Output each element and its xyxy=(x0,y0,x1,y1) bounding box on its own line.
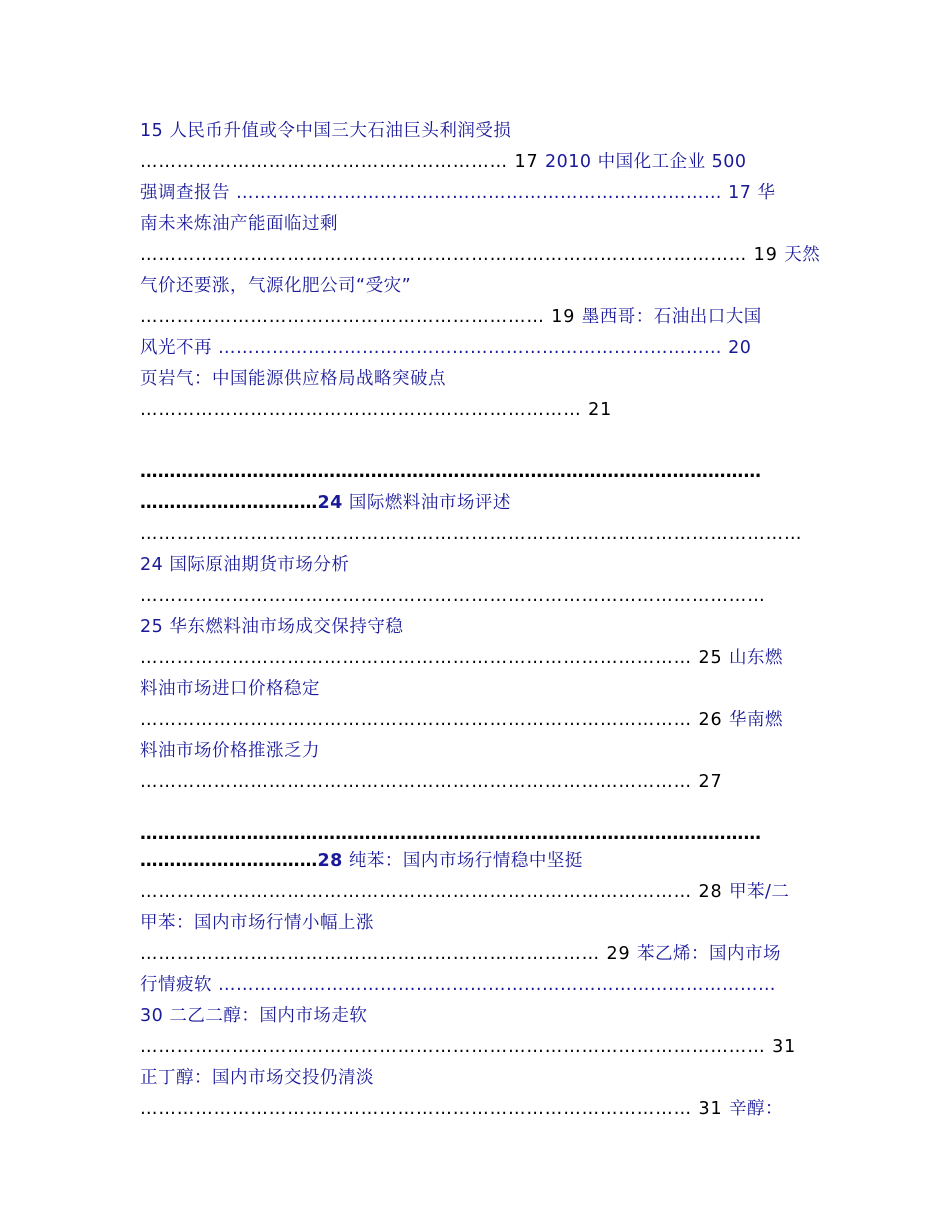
toc-line[interactable]: …………………………………………………………………………………………… xyxy=(140,462,762,482)
toc-line[interactable]: 正丁醇：国内市场交投仍清淡 xyxy=(140,1068,374,1088)
toc-line[interactable]: 30 二乙二醇：国内市场走软 xyxy=(140,1006,368,1026)
toc-line[interactable]: 南未来炼油产能面临过剩 xyxy=(140,214,338,234)
toc-line[interactable]: ……………………………………………………………………………… 27 xyxy=(140,772,723,792)
toc-line[interactable]: ……………………………………………………………… 21 xyxy=(140,400,613,420)
toc-line[interactable]: ……………………………………………………………………………… 28 甲苯/二 xyxy=(140,882,790,902)
toc-line[interactable]: …………………………………………………………………………………………… xyxy=(140,824,762,844)
toc-line[interactable]: …………………………………………………… 17 2010 中国化工企业 500 xyxy=(140,152,747,172)
toc-line[interactable]: ………………………………………………………… 19 墨西哥：石油出口大国 xyxy=(140,307,762,327)
toc-line[interactable]: …………………………28 纯苯：国内市场行情稳中坚挺 xyxy=(140,851,583,871)
toc-line[interactable]: ………………………………………………………………………………………… 31 xyxy=(140,1037,797,1057)
toc-line[interactable]: 风光不再 ………………………………………………………………………… 20 xyxy=(140,338,752,358)
toc-line[interactable]: 25 华东燃料油市场成交保持守稳 xyxy=(140,617,404,637)
toc-line[interactable]: 15 人民币升值或令中国三大石油巨头利润受损 xyxy=(140,121,512,141)
toc-line[interactable]: 24 国际原油期货市场分析 xyxy=(140,555,350,575)
toc-line[interactable]: 强调查报告 ……………………………………………………………………… 17 华 xyxy=(140,183,776,203)
toc-line[interactable]: ……………………………………………………………………………… 26 华南燃 xyxy=(140,710,783,730)
toc-line[interactable]: 料油市场价格推涨乏力 xyxy=(140,741,320,761)
toc-line[interactable]: ………………………………………………………………………………………… xyxy=(140,586,766,606)
toc-line[interactable]: 气价还要涨，气源化肥公司“受灾” xyxy=(140,276,412,296)
toc-line[interactable]: 甲苯：国内市场行情小幅上涨 xyxy=(140,913,374,933)
toc-line[interactable]: 页岩气：中国能源供应格局战略突破点 xyxy=(140,369,446,389)
toc-line[interactable]: ……………………………………………………………………………… 31 辛醇： xyxy=(140,1099,783,1119)
toc-line[interactable]: ……………………………………………………………………………………… 19 天然 xyxy=(140,245,821,265)
toc-line[interactable]: ……………………………………………………………………………………………… xyxy=(140,524,803,544)
toc-line[interactable]: ………………………………………………………………… 29 苯乙烯：国内市场 xyxy=(140,944,781,964)
toc-line[interactable]: ……………………………………………………………………………… 25 山东燃 xyxy=(140,648,783,668)
toc-line[interactable]: …………………………24 国际燃料油市场评述 xyxy=(140,493,511,513)
toc-line[interactable]: 料油市场进口价格稳定 xyxy=(140,679,320,699)
toc-line[interactable]: 行情疲软 ………………………………………………………………………………… xyxy=(140,975,777,995)
